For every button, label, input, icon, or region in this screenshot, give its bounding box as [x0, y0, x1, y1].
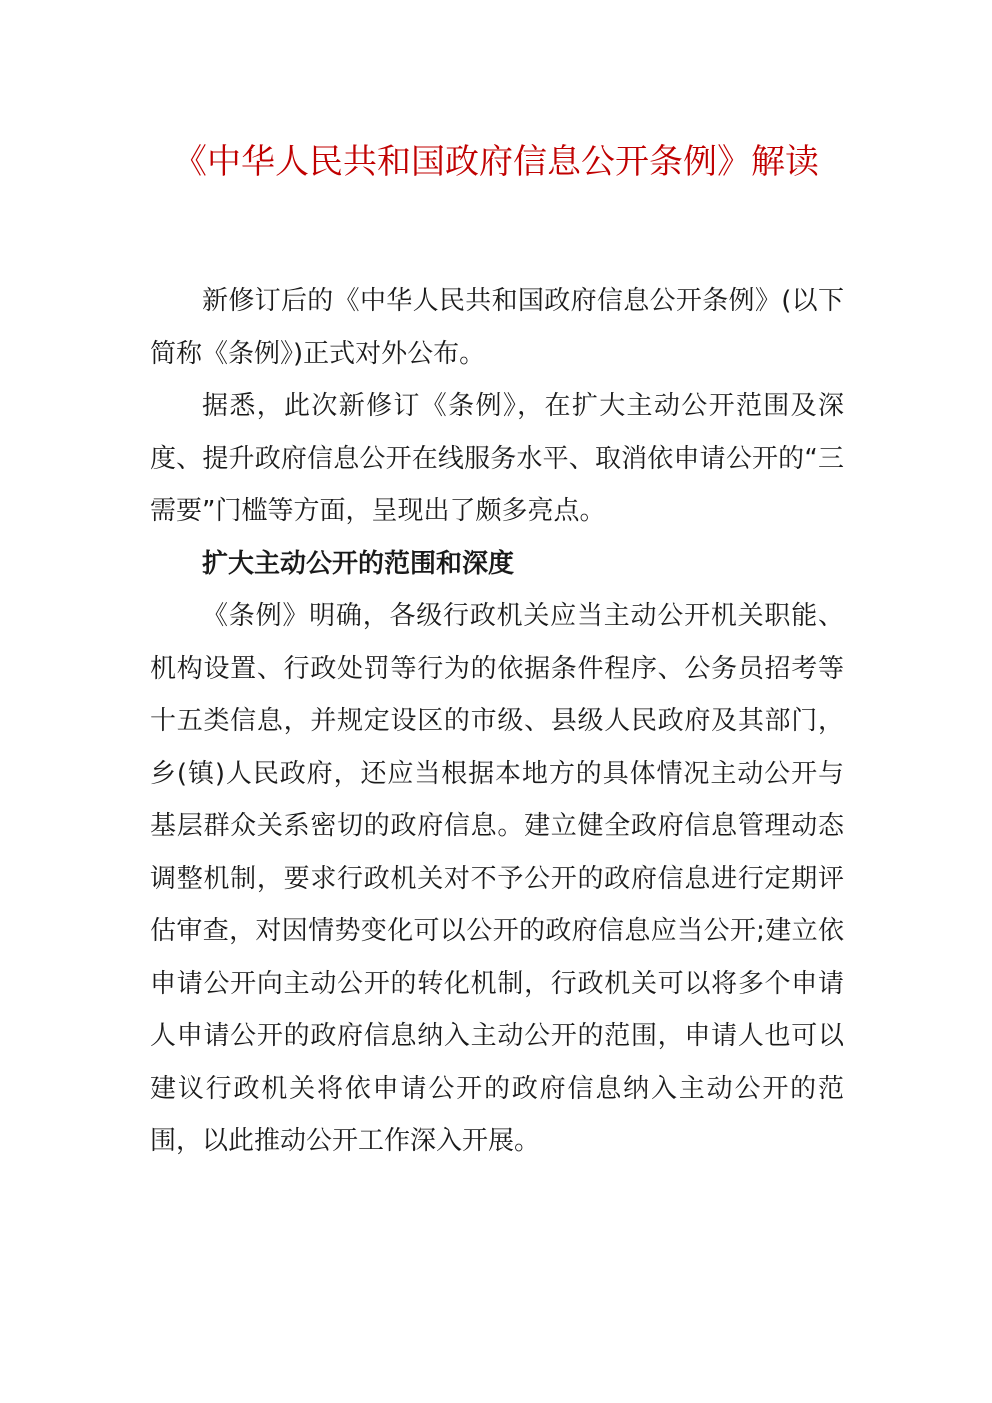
highlights-paragraph: 据悉，此次新修订《条例》，在扩大主动公开范围及深度、提升政府信息公开在线服务水平、取消依申请公开的“三需要”门槛等方面，呈现出了颇多亮点。	[150, 391, 844, 526]
document-body	[150, 275, 844, 1168]
section-body-paragraph: 《条例》明确，各级行政机关应当主动公开机关职能、机构设置、行政处罚等行为的依据条件程序、公务员招考等十五类信息，并规定设区的市级、县级人民政府及其部门，乡(镇)人民政府，还应当根据本地方的具体情况主动公开与基层群众关系密切的政府信息。建立健全政府信息管理动态调整机制，要求行政机关对不予公开的政府信息进行定期评估审查，对因情势变化可以公开的政府信息应当公开;建立依申请公开向主动公开的转化机制，行政机关可以将多个申请人申请公开的政府信息纳入主动公开的范围，申请人也可以建议行政机关将依申请公开的政府信息纳入主动公开的范围，以此推动公开工作深入开展。	[150, 601, 844, 1156]
intro-paragraph: 新修订后的《中华人民共和国政府信息公开条例》(以下简称《条例》)正式对外公布。	[150, 286, 844, 369]
document-title: 《中华人民共和国政府信息公开条例》解读	[173, 142, 819, 182]
section-heading: 扩大主动公开的范围和深度	[202, 548, 515, 579]
